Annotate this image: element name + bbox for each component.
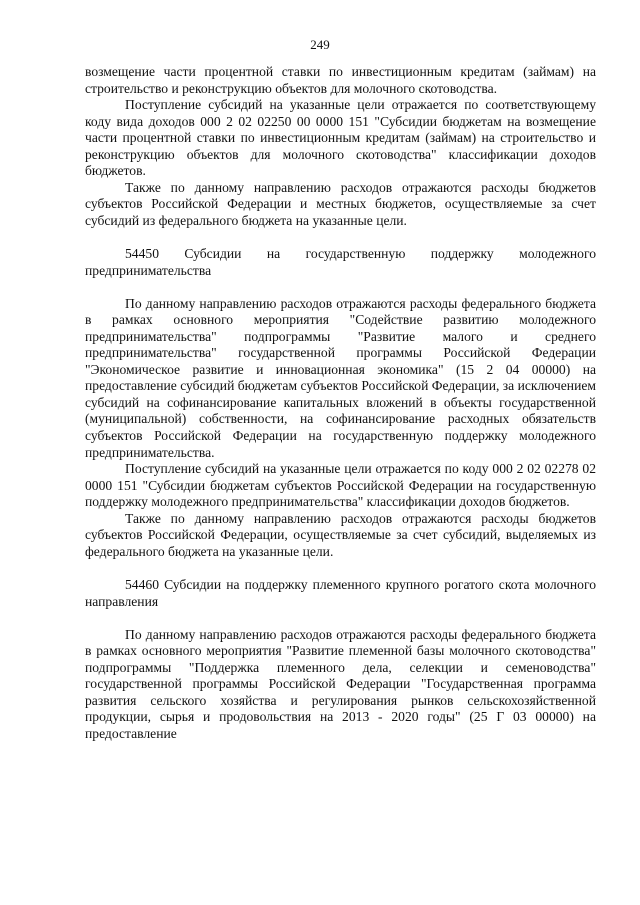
section-heading: 54460 Субсидии на поддержку племенного крупного рогатого скота молочного направления (85, 576, 596, 609)
paragraph: Также по данному направлению расходов отражаются расходы бюджетов субъектов Российской Федерации и местных бюджетов, осуществляемые за счет субсидий из федерального бюджета на указанные цели. (85, 179, 596, 228)
paragraph: По данному направлению расходов отражаются расходы федерального бюджета в рамках основного мероприятия "Развитие племенной базы молочного скотоводства" подпрограммы "Поддержка племенного дела, селекции и семеноводства" государственной программы Российской Федерации "Государственная программа развития сельского хозяйства и регулирования рынков сельскохозяйственной продукции, сырья и продовольствия на 2013 - 2020 годы" (25 Г 03 00000) на предоставление (85, 626, 596, 741)
paragraph: Поступление субсидий на указанные цели отражается по коду 000 2 02 02278 02 0000 151 "Субсидии бюджетам субъектов Российской Федерации на государственную поддержку молодежного предпринимательства" классификации доходов бюджетов. (85, 461, 596, 510)
section-heading: 54450 Субсидии на государственную поддержку молодежного предпринимательства (85, 246, 596, 278)
page-number: 249 (310, 37, 330, 52)
paragraph: возмещение части процентной ставки по инвестиционным кредитам (займам) на строительство и реконструкцию объектов для молочного скотоводства. (85, 64, 596, 96)
paragraph: Также по данному направлению расходов отражаются расходы бюджетов субъектов Российской Федерации, осуществляемые за счет субсидий, выделяемых из федерального бюджета на указанные цели. (85, 510, 596, 559)
paragraph: По данному направлению расходов отражаются расходы федерального бюджета в рамках основного мероприятия "Содействие развитию молодежного предпринимательства" подпрограммы "Развитие малого и среднего предпринимательства" государственной программы Российской Федерации "Экономическое развитие и инновационная экономика" (15 2 04 00000) на предоставление субсидий бюджетам субъектов Российской Федерации, за исключением субсидий на софинансирование капитальных вложений в объекты государственной (муниципальной) собственности, на софинансирование расходных обязательств субъектов Российской Федерации на государственную поддержку молодежного предпринимательства. (85, 295, 596, 460)
document-body (85, 64, 596, 742)
paragraph: Поступление субсидий на указанные цели отражается по соответствующему коду вида доходов 000 2 02 02250 00 0000 151 "Субсидии бюджетам на возмещение части процентной ставки по инвестиционным кредитам (займам) на строительство и реконструкцию объектов для молочного скотоводства" классификации доходов бюджетов. (85, 97, 596, 179)
